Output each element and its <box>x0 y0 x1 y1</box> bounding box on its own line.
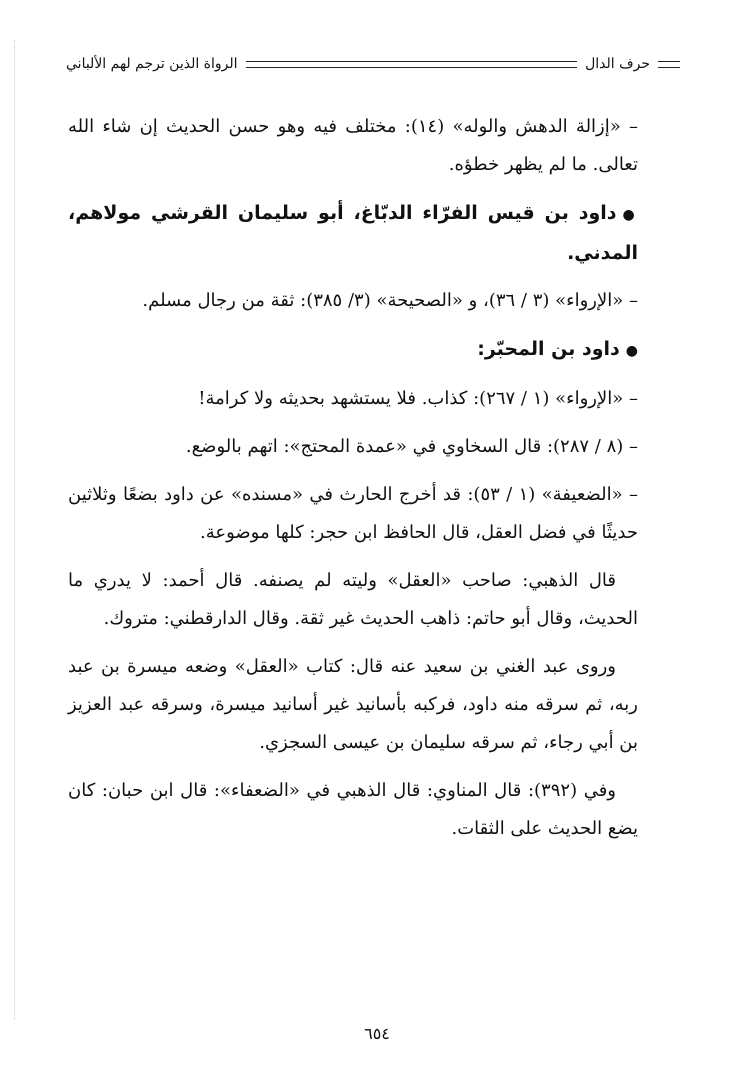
header-section: حرف الدال <box>585 56 650 72</box>
narrator-heading <box>68 194 638 272</box>
paragraph: – «الإرواء» (١ / ٢٦٧): كذاب. فلا يستشهد بحديثه ولا كرامة! <box>198 388 638 409</box>
header-double-rule <box>246 61 578 68</box>
header-double-rule-short <box>658 61 680 68</box>
paragraph: – «الإرواء» (٣ / ٣٦)، و «الصحيحة» (٣/ ٣٨٥): ثقة من رجال مسلم. <box>142 290 638 311</box>
page-number: ٦٥٤ <box>364 1024 390 1043</box>
paragraph: – «الضعيفة» (١ / ٥٣): قد أخرج الحارث في «مسنده» عن داود بضعًا وثلاثين حديثًا في فضل العقل، قال الحافظ ابن حجر: كلها موضوعة. <box>68 484 638 543</box>
narrator-heading-text: داود بن المحبّر: <box>477 338 620 360</box>
header-book-title: الرواة الذين ترجم لهم الألباني <box>66 56 238 72</box>
paragraph: – (٨ / ٢٨٧): قال السخاوي في «عمدة المحتج»: اتهم بالوضع. <box>185 436 638 457</box>
paragraph: وفي (٣٩٢): قال المناوي: قال الذهبي في «الضعفاء»: قال ابن حبان: كان يضع الحديث على الثقات. <box>68 780 638 839</box>
paragraph: – «إزالة الدهش والوله» (١٤): مختلف فيه وهو حسن الحديث إن شاء الله تعالى. ما لم يظهر خطؤه. <box>68 116 638 175</box>
bullet-icon: ● <box>622 207 639 223</box>
running-header <box>66 52 688 76</box>
paragraph: وروى عبد الغني بن سعيد عنه قال: كتاب «العقل» وضعه ميسرة بن عبد ربه، ثم سرقه منه داود، فركبه بأسانيد غير أسانيد ميسرة، وسرقه عبد العزيز بن أبي رجاء، ثم سرقه سليمان بن عيسى السجزي. <box>68 656 638 753</box>
page-body <box>68 108 638 858</box>
narrator-heading <box>68 330 638 370</box>
page-edge-line <box>14 40 16 1020</box>
bullet-icon: ● <box>625 343 638 359</box>
paragraph: قال الذهبي: صاحب «العقل» وليته لم يصنفه. قال أحمد: لا يدري ما الحديث، وقال أبو حاتم: ذاهب الحديث غير ثقة. وقال الدارقطني: متروك. <box>68 570 638 629</box>
narrator-heading-text: داود بن قيس الفرّاء الدبّاغ، أبو سليمان القرشي مولاهم، المدني. <box>68 202 638 264</box>
